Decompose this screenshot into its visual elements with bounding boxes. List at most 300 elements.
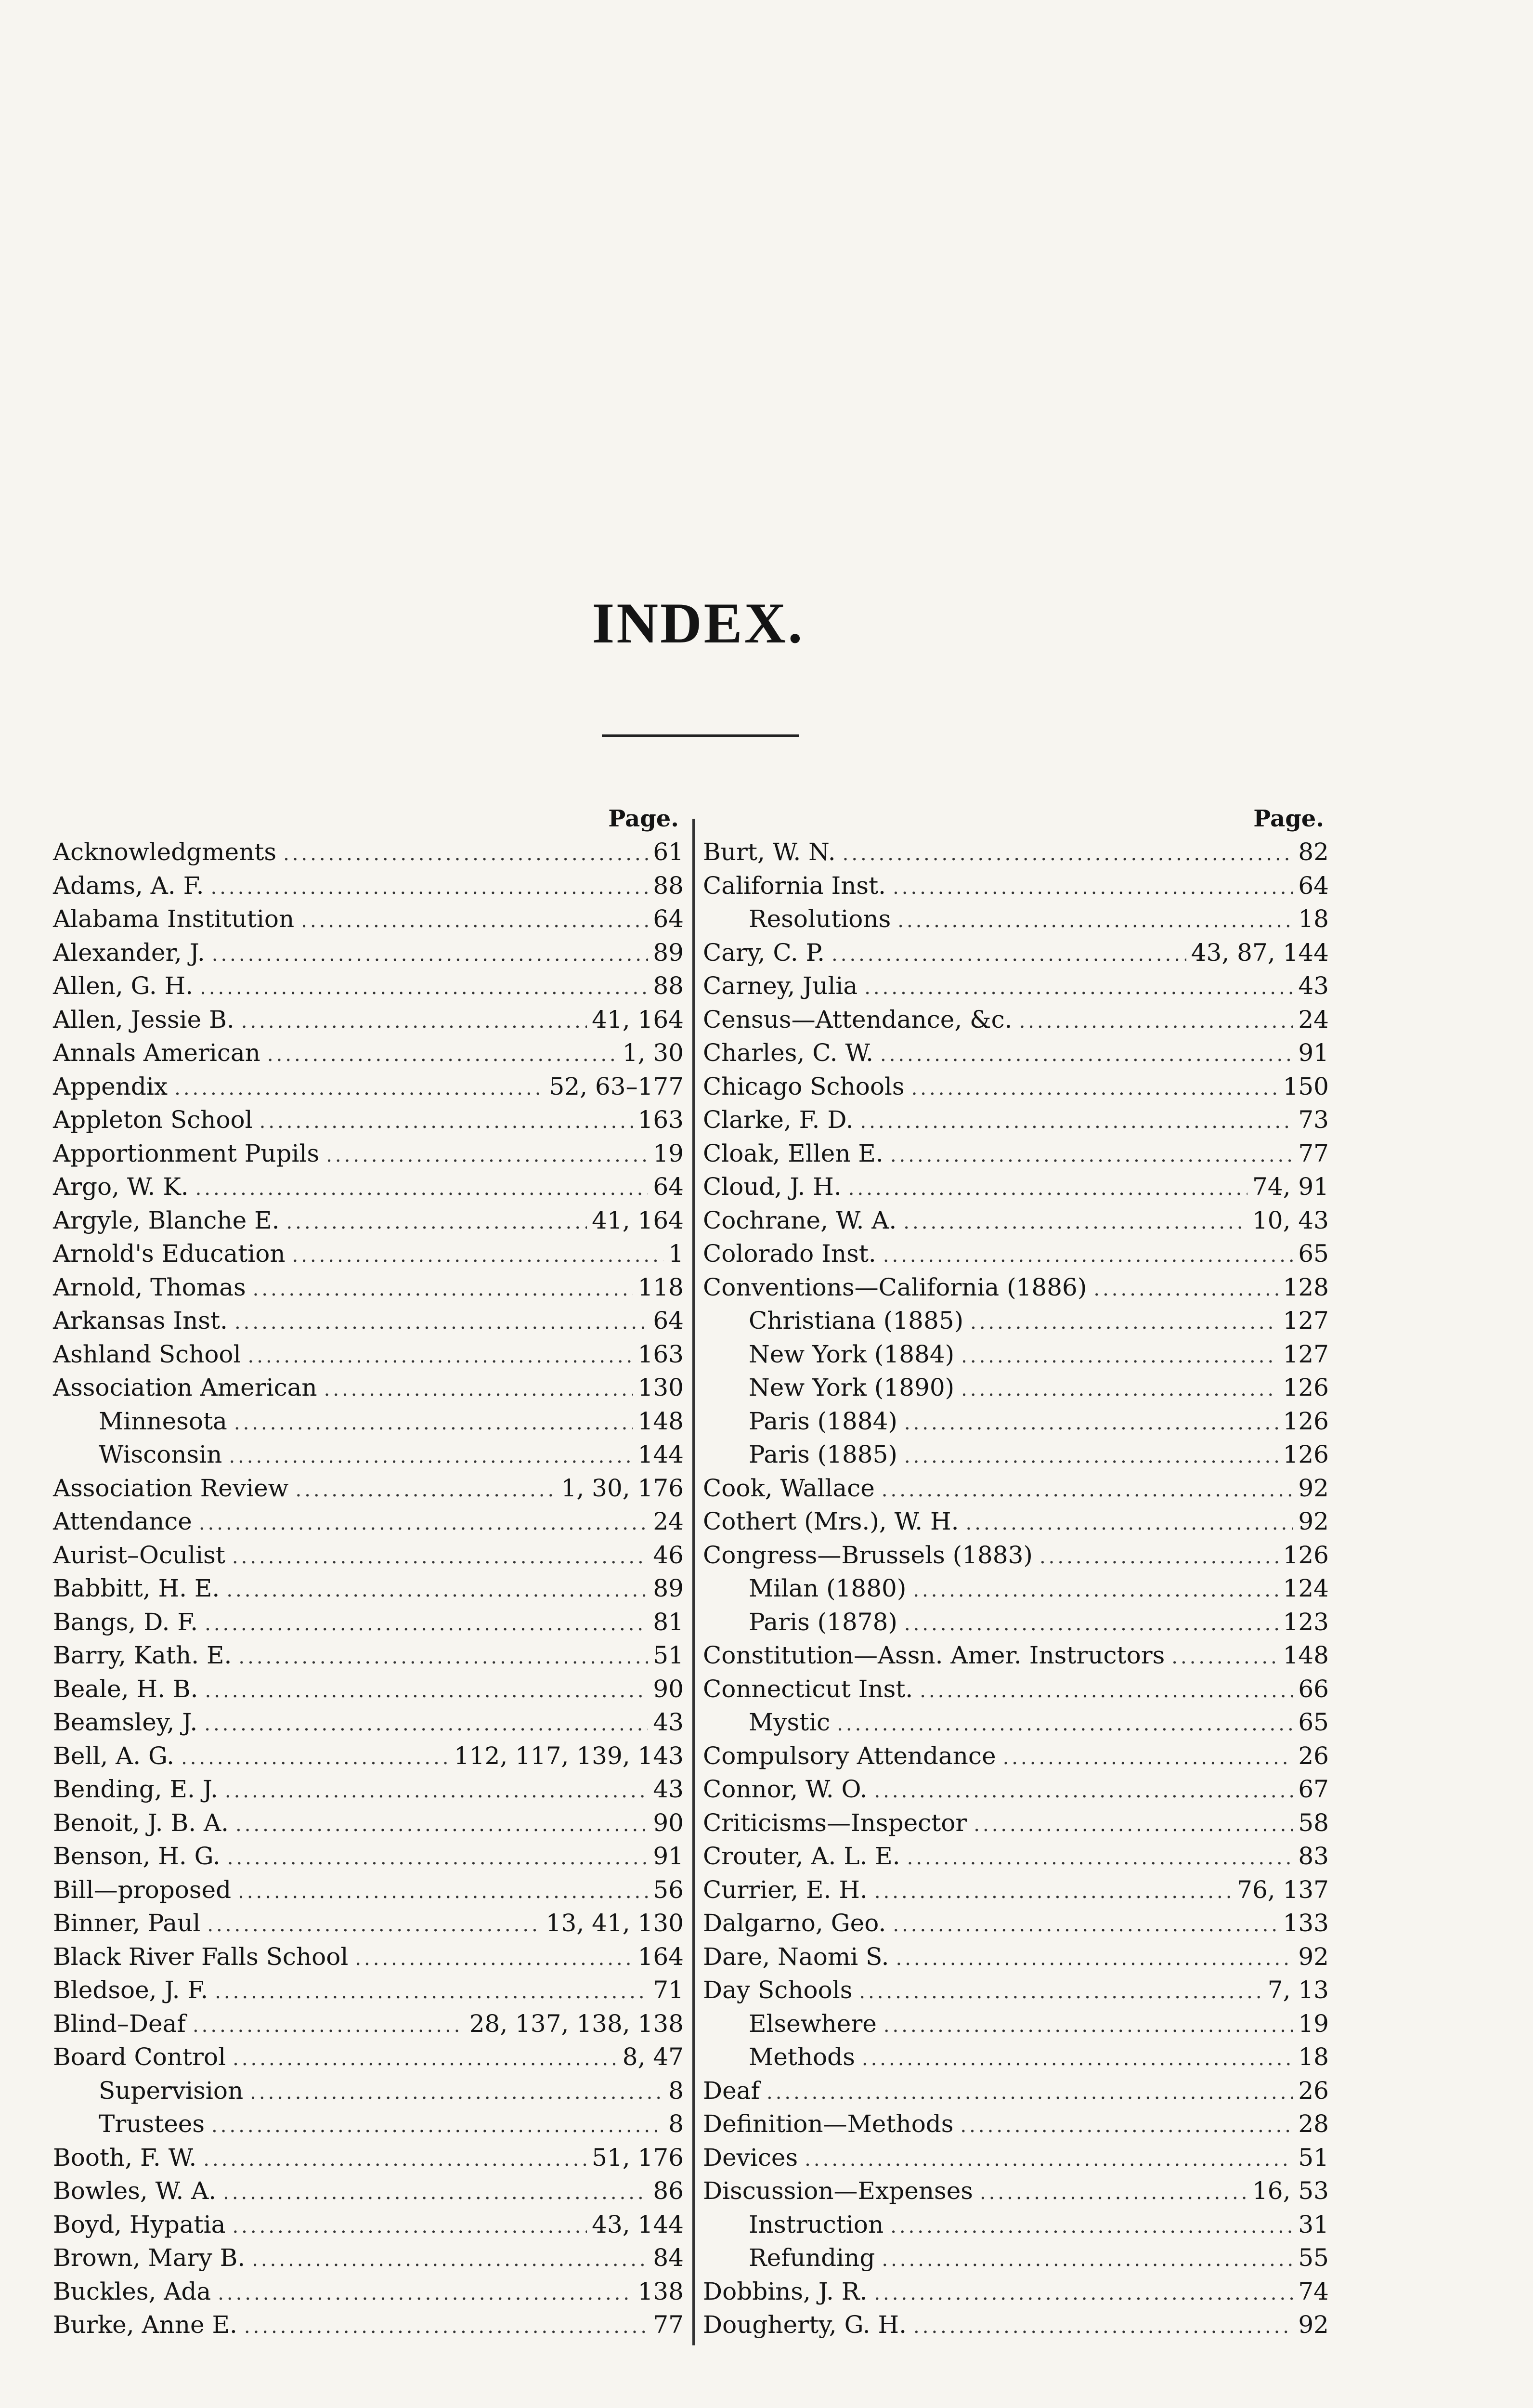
page-column-header: Page. (608, 805, 679, 832)
entry-page: 90 (653, 1675, 684, 1703)
entry-page: 64 (1298, 871, 1329, 900)
index-entry (703, 2107, 1329, 2141)
index-entry (53, 1438, 684, 1472)
leader-dots (227, 1842, 649, 1875)
leader-dots (974, 1808, 1293, 1842)
index-entry (703, 1572, 1329, 1606)
entry-page: 19 (653, 1139, 684, 1167)
leader-dots (882, 1474, 1294, 1507)
entry-name: Binner, Paul (53, 1909, 201, 1937)
leader-dots (210, 871, 648, 905)
entry-page: 89 (653, 938, 684, 967)
leader-dots (831, 938, 1186, 972)
index-entry (703, 903, 1329, 936)
leader-dots (204, 1708, 648, 1741)
entry-page: 163 (637, 1340, 684, 1368)
entry-page: 71 (653, 1976, 684, 2004)
index-entry (53, 1539, 684, 1572)
entry-name: Babbitt, H. E. (53, 1574, 220, 1602)
leader-dots (874, 1775, 1293, 1808)
index-entry (53, 1204, 684, 1238)
leader-dots (896, 1942, 1294, 1976)
leader-dots (960, 2109, 1293, 2143)
leader-dots (874, 2277, 1293, 2311)
entry-name: Black River Falls School (53, 1942, 349, 1971)
entry-page: 91 (1298, 1039, 1329, 1067)
entry-page: 18 (1298, 2043, 1329, 2071)
entry-page: 65 (1298, 1708, 1329, 1736)
leader-dots (215, 1976, 648, 2009)
entry-page: 126 (1283, 1541, 1329, 1569)
index-entry (703, 1740, 1329, 1773)
entry-page: 18 (1298, 905, 1329, 933)
leader-dots (874, 1875, 1232, 1909)
leader-dots (250, 2076, 663, 2110)
entry-page: 88 (653, 871, 684, 900)
entry-page: 51 (653, 1641, 684, 1669)
entry-name: Cloud, J. H. (703, 1173, 842, 1201)
entry-page: 67 (1298, 1775, 1329, 1803)
entry-page: 56 (653, 1875, 684, 1904)
entry-name: Cochrane, W. A. (703, 1206, 897, 1234)
entry-name: Criticisms—Inspector (703, 1808, 967, 1837)
entry-name: Burt, W. N. (703, 838, 836, 866)
entry-name: Conventions—California (1886) (703, 1273, 1087, 1301)
index-entry (53, 1304, 684, 1338)
index-entry (703, 1773, 1329, 1806)
index-entry (53, 2141, 684, 2175)
entry-page: 43, 87, 144 (1191, 938, 1329, 967)
leader-dots (193, 2009, 465, 2043)
index-entry (53, 1606, 684, 1639)
leader-dots (252, 2243, 648, 2277)
entry-name: Christiana (1885) (749, 1307, 964, 1335)
leader-dots (966, 1507, 1294, 1541)
entry-page: 163 (637, 1106, 684, 1134)
leader-dots (292, 1239, 664, 1273)
leader-dots (181, 1741, 449, 1775)
index-entry (703, 1974, 1329, 2007)
title-rule (602, 734, 799, 737)
entry-name: Currier, E. H. (703, 1875, 868, 1904)
leader-dots (883, 1239, 1294, 1273)
entry-page: 138 (637, 2277, 684, 2305)
entry-page: 123 (1283, 1608, 1329, 1636)
leader-dots (225, 1775, 649, 1808)
entry-page: 10, 43 (1252, 1206, 1329, 1234)
entry-name: Paris (1884) (749, 1407, 897, 1435)
entry-name: Bell, A. G. (53, 1741, 175, 1770)
leader-dots (882, 2243, 1293, 2277)
entry-name: Charles, C. W. (703, 1039, 874, 1067)
leader-dots (241, 1005, 587, 1039)
entry-name: Alexander, J. (53, 938, 205, 967)
index-entry (53, 1237, 684, 1271)
entry-page: 74, 91 (1252, 1173, 1329, 1201)
entry-page: 46 (653, 1541, 684, 1569)
entry-name: Cook, Wallace (703, 1474, 875, 1502)
entry-page: 148 (1283, 1641, 1329, 1669)
entry-page: 31 (1298, 2210, 1329, 2238)
entry-page: 26 (1298, 2076, 1329, 2105)
entry-page: 92 (1298, 1474, 1329, 1502)
index-entry (53, 1840, 684, 1873)
entry-page: 43 (653, 1708, 684, 1736)
entry-name: Discussion—Expenses (703, 2177, 973, 2205)
entry-page: 66 (1298, 1675, 1329, 1703)
entry-name: Bill—proposed (53, 1875, 232, 1904)
entry-name: Burke, Anne E. (53, 2311, 237, 2339)
leader-dots (205, 1608, 648, 1641)
entry-name: Association Review (53, 1474, 289, 1502)
entry-name: Acknowledgments (53, 838, 277, 866)
entry-name: Booth, F. W. (53, 2143, 197, 2172)
entry-name: Connor, W. O. (703, 1775, 868, 1803)
entry-page: 81 (653, 1608, 684, 1636)
entry-name: Brown, Mary B. (53, 2244, 246, 2272)
index-column-right (703, 802, 1329, 2342)
entry-page: 52, 63–177 (549, 1072, 684, 1100)
leader-dots (913, 1574, 1278, 1608)
leader-dots (911, 1072, 1278, 1106)
entry-page: 88 (653, 972, 684, 1000)
entry-name: Board Control (53, 2043, 226, 2071)
entry-name: Supervision (99, 2076, 244, 2105)
entry-name: Milan (1880) (749, 1574, 907, 1602)
entry-name: Beamsley, J. (53, 1708, 198, 1736)
index-entry (53, 1639, 684, 1673)
leader-dots (837, 1708, 1293, 1741)
leader-dots (904, 1440, 1278, 1474)
index-entry (703, 1070, 1329, 1104)
entry-name: Bending, E. J. (53, 1775, 218, 1803)
entry-name: Wisconsin (99, 1440, 222, 1468)
entry-page: 51, 176 (592, 2143, 684, 2172)
index-entry (53, 2241, 684, 2275)
entry-page: 16, 53 (1252, 2177, 1329, 2205)
leader-dots (244, 2310, 648, 2344)
entry-page: 8 (668, 2076, 684, 2105)
index-entry (703, 869, 1329, 903)
entry-page: 58 (1298, 1808, 1329, 1837)
entry-page: 130 (637, 1374, 684, 1401)
entry-page: 144 (637, 1440, 684, 1468)
leader-dots (904, 1608, 1278, 1641)
entry-name: New York (1890) (749, 1374, 955, 1401)
entry-page: 77 (653, 2311, 684, 2339)
entry-name: Refunding (749, 2244, 875, 2272)
entry-name: Apportionment Pupils (53, 1139, 320, 1167)
index-entry (703, 2241, 1329, 2275)
index-entry (53, 1170, 684, 1204)
entry-name: Argo, W. K. (53, 1173, 189, 1201)
index-entry (703, 1103, 1329, 1137)
index-entry (703, 1237, 1329, 1271)
entry-page: 84 (653, 2244, 684, 2272)
index-entry (703, 1706, 1329, 1740)
leader-dots (883, 2009, 1294, 2043)
entry-page: 124 (1283, 1574, 1329, 1602)
index-entry (703, 1806, 1329, 1840)
leader-dots (233, 2042, 618, 2076)
leader-dots (253, 1273, 633, 1307)
entry-page: 7, 13 (1267, 1976, 1329, 2004)
entry-page: 92 (1298, 1507, 1329, 1535)
entry-name: Association American (53, 1374, 317, 1401)
leader-dots (238, 1641, 648, 1675)
leader-dots (232, 1541, 648, 1574)
entry-name: Constitution—Assn. Amer. Instructors (703, 1641, 1165, 1669)
entry-name: Paris (1878) (749, 1608, 897, 1636)
entry-page: 28 (1298, 2110, 1329, 2138)
index-entry (53, 2308, 684, 2342)
index-entry (703, 1170, 1329, 1204)
entry-page: 43 (1298, 972, 1329, 1000)
index-entry (703, 1505, 1329, 1539)
entry-name: Cary, C. P. (703, 938, 825, 967)
entry-page: 64 (653, 905, 684, 933)
leader-dots (223, 2176, 648, 2210)
index-list-left (53, 836, 684, 2342)
entry-page: 64 (653, 1173, 684, 1201)
leader-dots (226, 1574, 648, 1608)
leader-dots (301, 904, 648, 938)
entry-page: 26 (1298, 1741, 1329, 1770)
index-entry (703, 1338, 1329, 1372)
leader-dots (200, 971, 648, 1005)
index-entry (703, 1438, 1329, 1472)
entry-name: Arnold's Education (53, 1240, 286, 1268)
index-entry (703, 1907, 1329, 1940)
leader-dots (860, 1105, 1294, 1139)
leader-dots (1039, 1541, 1278, 1574)
leader-dots (232, 2210, 587, 2244)
leader-dots (260, 1105, 633, 1139)
leader-dots (920, 1675, 1293, 1708)
entry-name: Dobbins, J. R. (703, 2277, 868, 2305)
entry-page: 74 (1298, 2277, 1329, 2305)
entry-name: Instruction (749, 2210, 884, 2238)
entry-page: 1, 30 (622, 1039, 684, 1067)
entry-page: 8 (668, 2110, 684, 2138)
entry-page: 92 (1298, 2311, 1329, 2339)
entry-page: 24 (1298, 1005, 1329, 1034)
leader-dots (890, 1139, 1294, 1173)
index-entry (703, 1673, 1329, 1706)
index-entry (703, 1371, 1329, 1405)
entry-page: 76, 137 (1237, 1875, 1329, 1904)
entry-page: 64 (653, 1307, 684, 1335)
leader-dots (913, 2310, 1293, 2344)
leader-dots (864, 971, 1293, 1005)
entry-name: Methods (749, 2043, 855, 2071)
leader-dots (212, 938, 649, 972)
entry-name: Definition—Methods (703, 2110, 954, 2138)
index-entry (53, 1103, 684, 1137)
leader-dots (1171, 1641, 1278, 1675)
entry-page: 41, 164 (592, 1005, 684, 1034)
entry-name: Chicago Schools (703, 1072, 905, 1100)
index-entry (53, 1036, 684, 1070)
index-entry (53, 1271, 684, 1305)
leader-dots (859, 1976, 1262, 2009)
entry-page: 8, 47 (622, 2043, 684, 2071)
entry-name: Dalgarno, Geo. (703, 1909, 886, 1937)
leader-dots (199, 1507, 649, 1541)
entry-name: Blind–Deaf (53, 2009, 186, 2038)
index-entry (53, 869, 684, 903)
index-entry (703, 936, 1329, 970)
leader-dots (766, 2076, 1293, 2110)
entry-page: 73 (1298, 1106, 1329, 1134)
index-entry (703, 836, 1329, 869)
leader-dots (238, 1875, 648, 1909)
entry-page: 90 (653, 1808, 684, 1837)
entry-name: Benoit, J. B. A. (53, 1808, 229, 1837)
entry-name: Ashland School (53, 1340, 241, 1368)
index-entry (53, 1907, 684, 1940)
leader-dots (218, 2277, 633, 2311)
entry-name: Aurist–Oculist (53, 1541, 225, 1569)
index-entry (703, 2308, 1329, 2342)
entry-name: Congress—Brussels (1883) (703, 1541, 1033, 1569)
entry-name: Benson, H. G. (53, 1842, 221, 1870)
index-entry (703, 1036, 1329, 1070)
entry-page: 41, 164 (592, 1206, 684, 1234)
entry-name: Resolutions (749, 905, 891, 933)
entry-name: Appendix (53, 1072, 168, 1100)
entry-name: California Inst. (703, 871, 886, 900)
index-entry (703, 1873, 1329, 1907)
index-entry (53, 1137, 684, 1171)
entry-name: Census—Attendance, &c. (703, 1005, 1013, 1034)
leader-dots (229, 1440, 633, 1474)
index-entry (53, 2074, 684, 2108)
index-entry (53, 2208, 684, 2242)
entry-name: Trustees (99, 2110, 205, 2138)
index-column-left (53, 802, 684, 2342)
entry-name: Arnold, Thomas (53, 1273, 246, 1301)
index-entry (53, 1472, 684, 1505)
entry-name: Day Schools (703, 1976, 853, 2004)
index-entry (703, 2141, 1329, 2175)
leader-dots (267, 1038, 618, 1072)
index-entry (703, 1003, 1329, 1037)
leader-dots (235, 1808, 648, 1842)
entry-name: Dare, Naomi S. (703, 1942, 889, 1971)
index-entry (703, 2208, 1329, 2242)
leader-dots (355, 1942, 633, 1976)
index-entry (703, 1304, 1329, 1338)
index-entry (53, 836, 684, 869)
leader-dots (805, 2143, 1293, 2177)
entry-name: Mystic (749, 1708, 831, 1736)
index-list-right (703, 836, 1329, 2342)
entry-name: Paris (1885) (749, 1440, 897, 1468)
entry-name: Beale, H. B. (53, 1675, 198, 1703)
index-entry (703, 2074, 1329, 2108)
index-entry (53, 2041, 684, 2074)
page-title: INDEX. (592, 591, 805, 655)
entry-page: 126 (1283, 1407, 1329, 1435)
leader-dots (862, 2042, 1294, 2076)
index-entry (703, 1606, 1329, 1639)
leader-dots (907, 1842, 1294, 1875)
leader-dots (880, 1038, 1293, 1072)
index-entry (703, 2041, 1329, 2074)
index-entry (703, 1639, 1329, 1673)
index-entry (53, 1572, 684, 1606)
entry-page: 82 (1298, 838, 1329, 866)
index-entry (703, 2007, 1329, 2041)
leader-dots (205, 1675, 649, 1708)
leader-dots (195, 1172, 649, 1206)
index-entry (53, 1773, 684, 1806)
entry-name: Elsewhere (749, 2009, 877, 2038)
index-entry (703, 2275, 1329, 2309)
page-column-header: Page. (1253, 805, 1324, 832)
leader-dots (970, 1306, 1278, 1340)
entry-name: Allen, G. H. (53, 972, 194, 1000)
entry-name: Bledsoe, J. F. (53, 1976, 208, 2004)
entry-page: 28, 137, 138, 138 (469, 2009, 684, 2038)
leader-dots (893, 871, 1293, 905)
index-entry (53, 1974, 684, 2007)
leader-dots (324, 1373, 633, 1407)
index-entry (53, 1806, 684, 1840)
index-entry (53, 1505, 684, 1539)
index-entry (703, 2174, 1329, 2208)
entry-page: 128 (1283, 1273, 1329, 1301)
entry-page: 1 (668, 1240, 684, 1268)
index-entry (53, 2007, 684, 2041)
entry-page: 118 (637, 1273, 684, 1301)
entry-page: 24 (653, 1507, 684, 1535)
entry-name: Alabama Institution (53, 905, 295, 933)
entry-name: Devices (703, 2143, 798, 2172)
index-entry (53, 1371, 684, 1405)
entry-name: Arkansas Inst. (53, 1307, 228, 1335)
leader-dots (1003, 1741, 1294, 1775)
leader-dots (207, 1909, 541, 1942)
entry-name: Bangs, D. F. (53, 1608, 198, 1636)
entry-name: Barry, Kath. E. (53, 1641, 232, 1669)
entry-page: 91 (653, 1842, 684, 1870)
index-entry (53, 2275, 684, 2309)
leader-dots (234, 1306, 648, 1340)
index-entry (703, 1539, 1329, 1572)
entry-name: Carney, Julia (703, 972, 858, 1000)
leader-dots (248, 1340, 633, 1374)
index-entry (703, 1940, 1329, 1974)
index-entry (53, 903, 684, 936)
leader-dots (283, 838, 648, 871)
leader-dots (1019, 1005, 1294, 1039)
entry-name: Adams, A. F. (53, 871, 204, 900)
leader-dots (903, 1206, 1247, 1240)
entry-name: Buckles, Ada (53, 2277, 211, 2305)
leader-dots (234, 1407, 633, 1440)
index-entry (703, 1840, 1329, 1873)
entry-name: Minnesota (99, 1407, 227, 1435)
index-entry (53, 2174, 684, 2208)
index-entry (53, 969, 684, 1003)
index-entry (703, 1405, 1329, 1439)
entry-page: 65 (1298, 1240, 1329, 1268)
index-entry (703, 1472, 1329, 1505)
entry-name: Annals American (53, 1039, 260, 1067)
entry-page: 126 (1283, 1440, 1329, 1468)
